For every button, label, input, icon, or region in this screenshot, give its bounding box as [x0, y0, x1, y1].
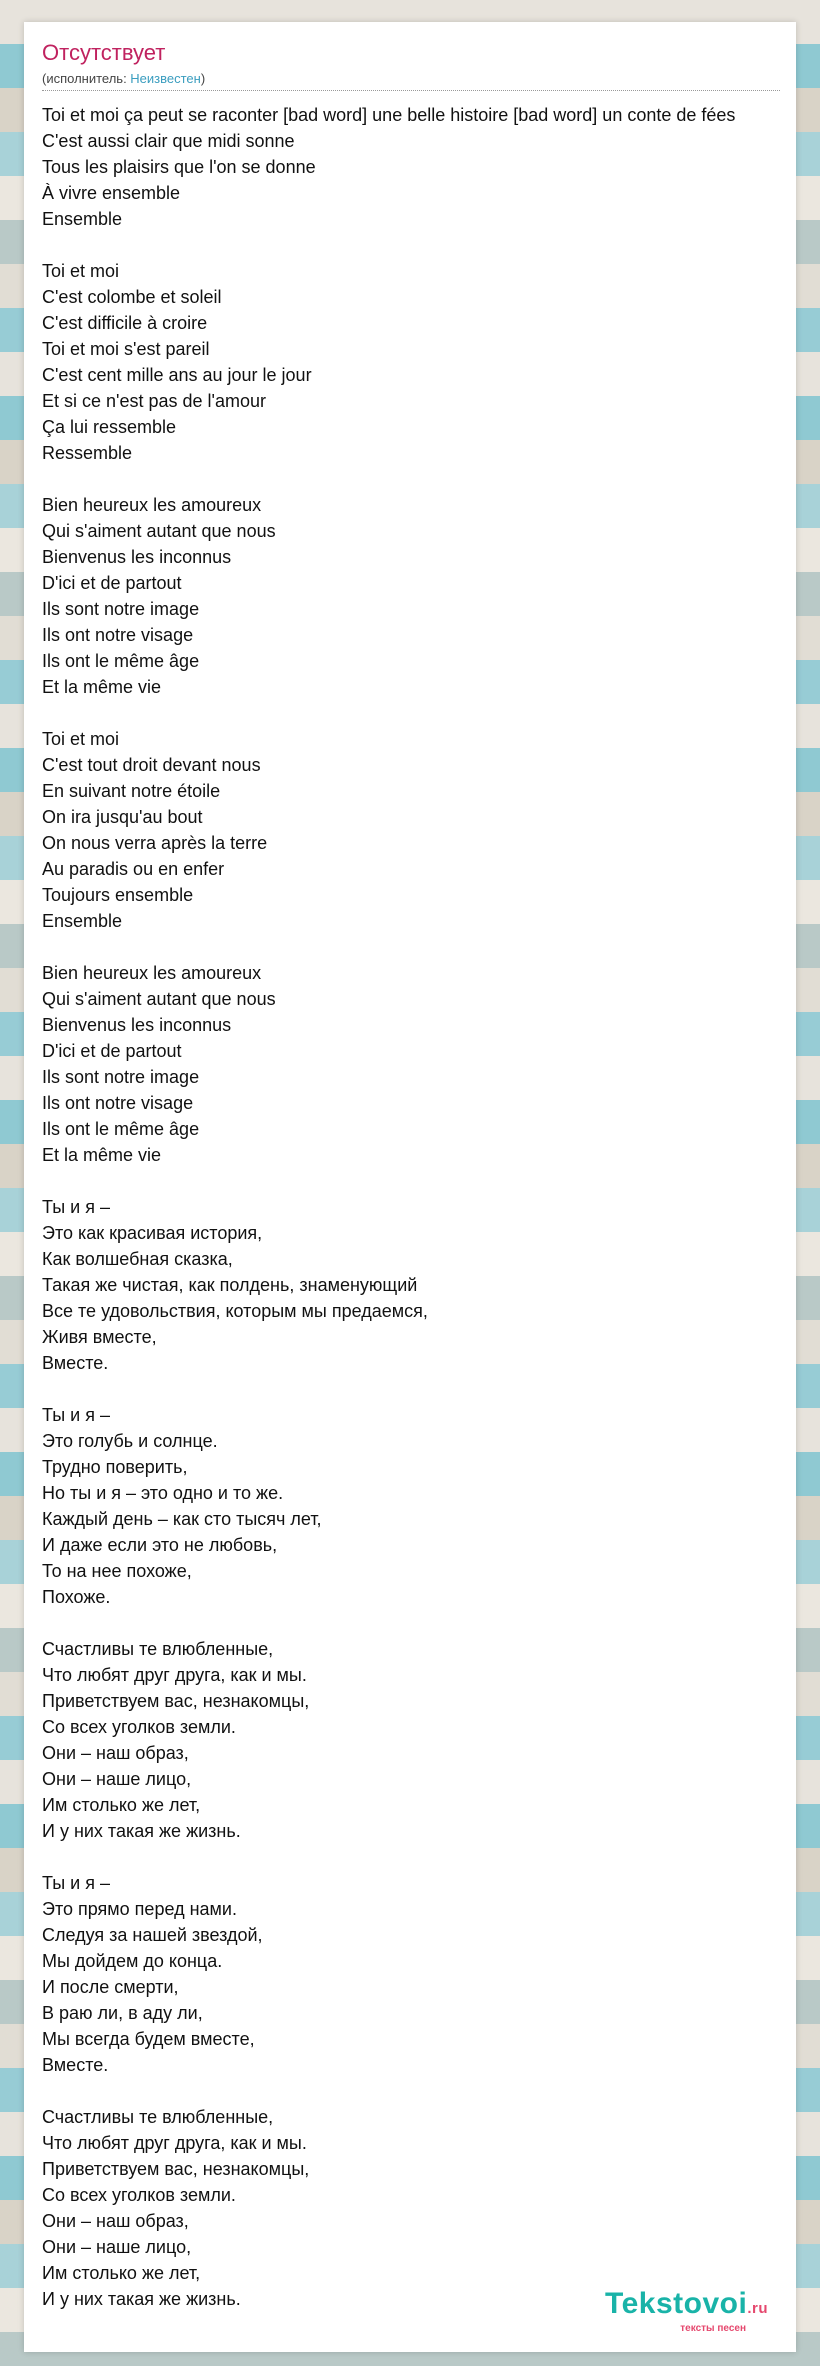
lyric-line: Мы дойдем до конца.: [42, 1951, 223, 1971]
lyrics-stanza: [42, 960, 796, 1168]
lyric-line: В раю ли, в аду ли,: [42, 2003, 203, 2023]
lyric-line: Ils ont notre visage: [42, 625, 194, 645]
lyric-line: Счастливы те влюбленные,: [42, 2107, 274, 2127]
lyric-line: Bienvenus les inconnus: [42, 547, 232, 567]
lyric-line: Et la même vie: [42, 677, 162, 697]
lyric-line: Ils ont le même âge: [42, 1119, 200, 1139]
lyric-line: Со всех уголков земли.: [42, 2185, 236, 2205]
lyric-line: Ils ont notre visage: [42, 1093, 194, 1113]
lyric-line: Каждый день – как сто тысяч лет,: [42, 1509, 322, 1529]
lyric-line: Qui s'aiment autant que nous: [42, 521, 276, 541]
lyric-line: Вместе.: [42, 2055, 109, 2075]
header-divider: [42, 90, 780, 91]
lyric-line: Они – наш образ,: [42, 1743, 189, 1763]
artist-suffix: ): [200, 71, 206, 86]
lyric-line: Ensemble: [42, 209, 123, 229]
logo-name: Tekstovoi: [605, 2287, 748, 2320]
lyric-line: En suivant notre étoile: [42, 781, 221, 801]
lyric-line: C'est colombe et soleil: [42, 287, 222, 307]
lyric-line: Им столько же лет,: [42, 1795, 201, 1815]
lyric-line: Ты и я –: [42, 1873, 110, 1893]
lyric-line: Tous les plaisirs que l'on se donne: [42, 157, 316, 177]
lyric-line: Со всех уголков земли.: [42, 1717, 236, 1737]
lyric-line: Ты и я –: [42, 1197, 110, 1217]
lyric-line: Это как красивая история,: [42, 1223, 263, 1243]
lyric-line: Au paradis ou en enfer: [42, 859, 225, 879]
site-logo[interactable]: [605, 2288, 768, 2334]
logo-tld: .ru: [747, 2300, 768, 2317]
lyric-line: Они – наше лицо,: [42, 1769, 192, 1789]
lyric-line: Et si ce n'est pas de l'amour: [42, 391, 266, 411]
lyric-line: Похоже.: [42, 1587, 111, 1607]
logo-tagline: тексты песен: [680, 2323, 746, 2334]
lyric-line: Ensemble: [42, 911, 123, 931]
lyric-line: Bien heureux les amoureux: [42, 963, 262, 983]
lyric-line: Мы всегда будем вместе,: [42, 2029, 255, 2049]
lyric-line: Такая же чистая, как полдень, знаменующий: [42, 1275, 418, 1295]
lyric-line: То на нее похоже,: [42, 1561, 192, 1581]
lyric-line: Приветствуем вас, незнакомцы,: [42, 1691, 310, 1711]
lyric-line: À vivre ensemble: [42, 183, 181, 203]
lyric-line: Это голубь и солнце.: [42, 1431, 218, 1451]
lyrics-stanza: [42, 258, 796, 466]
lyric-line: Ты и я –: [42, 1405, 110, 1425]
lyrics-stanza: [42, 1870, 796, 2078]
lyrics-stanza: [42, 1636, 796, 1844]
lyric-line: On nous verra après la terre: [42, 833, 268, 853]
lyric-line: C'est aussi clair que midi sonne: [42, 131, 295, 151]
lyric-line: Ils sont notre image: [42, 599, 200, 619]
lyric-line: Приветствуем вас, незнакомцы,: [42, 2159, 310, 2179]
lyric-line: И у них такая же жизнь.: [42, 1821, 241, 1841]
lyric-line: C'est difficile à croire: [42, 313, 208, 333]
lyric-line: И даже если это не любовь,: [42, 1535, 278, 1555]
lyric-line: D'ici et de partout: [42, 573, 182, 593]
lyrics-stanza: [42, 102, 796, 232]
lyric-line: Ils ont le même âge: [42, 651, 200, 671]
lyric-line: Трудно поверить,: [42, 1457, 188, 1477]
lyric-line: Ils sont notre image: [42, 1067, 200, 1087]
artist-link[interactable]: Неизвестен: [130, 71, 201, 86]
artist-prefix: (исполнитель:: [42, 71, 131, 86]
lyrics-stanza: [42, 1402, 796, 1610]
lyric-line: Toujours ensemble: [42, 885, 194, 905]
lyric-line: Следуя за нашей звездой,: [42, 1925, 263, 1945]
lyric-line: Они – наше лицо,: [42, 2237, 192, 2257]
artist-line: [42, 70, 780, 88]
lyric-line: И у них такая же жизнь.: [42, 2289, 241, 2309]
lyric-line: Как волшебная сказка,: [42, 1249, 233, 1269]
lyric-line: Toi et moi: [42, 261, 120, 281]
lyric-line: Ça lui ressemble: [42, 417, 177, 437]
lyrics-stanza: [42, 1194, 796, 1376]
lyric-line: Все те удовольствия, которым мы предаемся,: [42, 1301, 428, 1321]
lyric-line: Это прямо перед нами.: [42, 1899, 237, 1919]
lyric-line: Toi et moi: [42, 729, 120, 749]
lyric-line: Что любят друг друга, как и мы.: [42, 2133, 307, 2153]
lyrics-stanza: [42, 2104, 796, 2312]
lyric-line: Bien heureux les amoureux: [42, 495, 262, 515]
lyric-line: Qui s'aiment autant que nous: [42, 989, 276, 1009]
lyrics-stanza: [42, 492, 796, 700]
song-title: Отсутствует: [42, 40, 166, 65]
lyric-line: D'ici et de partout: [42, 1041, 182, 1061]
lyric-line: Toi et moi s'est pareil: [42, 339, 210, 359]
lyric-line: Bienvenus les inconnus: [42, 1015, 232, 1035]
lyric-line: Счастливы те влюбленные,: [42, 1639, 274, 1659]
lyric-line: Но ты и я – это одно и то же.: [42, 1483, 284, 1503]
lyric-line: C'est tout droit devant nous: [42, 755, 261, 775]
lyric-line: Они – наш образ,: [42, 2211, 189, 2231]
lyric-line: Toi et moi ça peut se raconter [bad word] une belle histoire [bad word] un conte de fées: [42, 105, 736, 125]
lyric-line: И после смерти,: [42, 1977, 179, 1997]
lyrics-body: [42, 102, 796, 2338]
logo-wordmark: [605, 2288, 768, 2325]
lyric-line: Что любят друг друга, как и мы.: [42, 1665, 307, 1685]
lyric-line: C'est cent mille ans au jour le jour: [42, 365, 312, 385]
lyric-line: Вместе.: [42, 1353, 109, 1373]
lyric-line: Ressemble: [42, 443, 133, 463]
song-header: [42, 40, 780, 91]
lyric-line: On ira jusqu'au bout: [42, 807, 203, 827]
lyric-line: Живя вместе,: [42, 1327, 157, 1347]
lyric-line: Им столько же лет,: [42, 2263, 201, 2283]
content-sheet: [24, 22, 796, 2352]
lyrics-stanza: [42, 726, 796, 934]
lyric-line: Et la même vie: [42, 1145, 162, 1165]
